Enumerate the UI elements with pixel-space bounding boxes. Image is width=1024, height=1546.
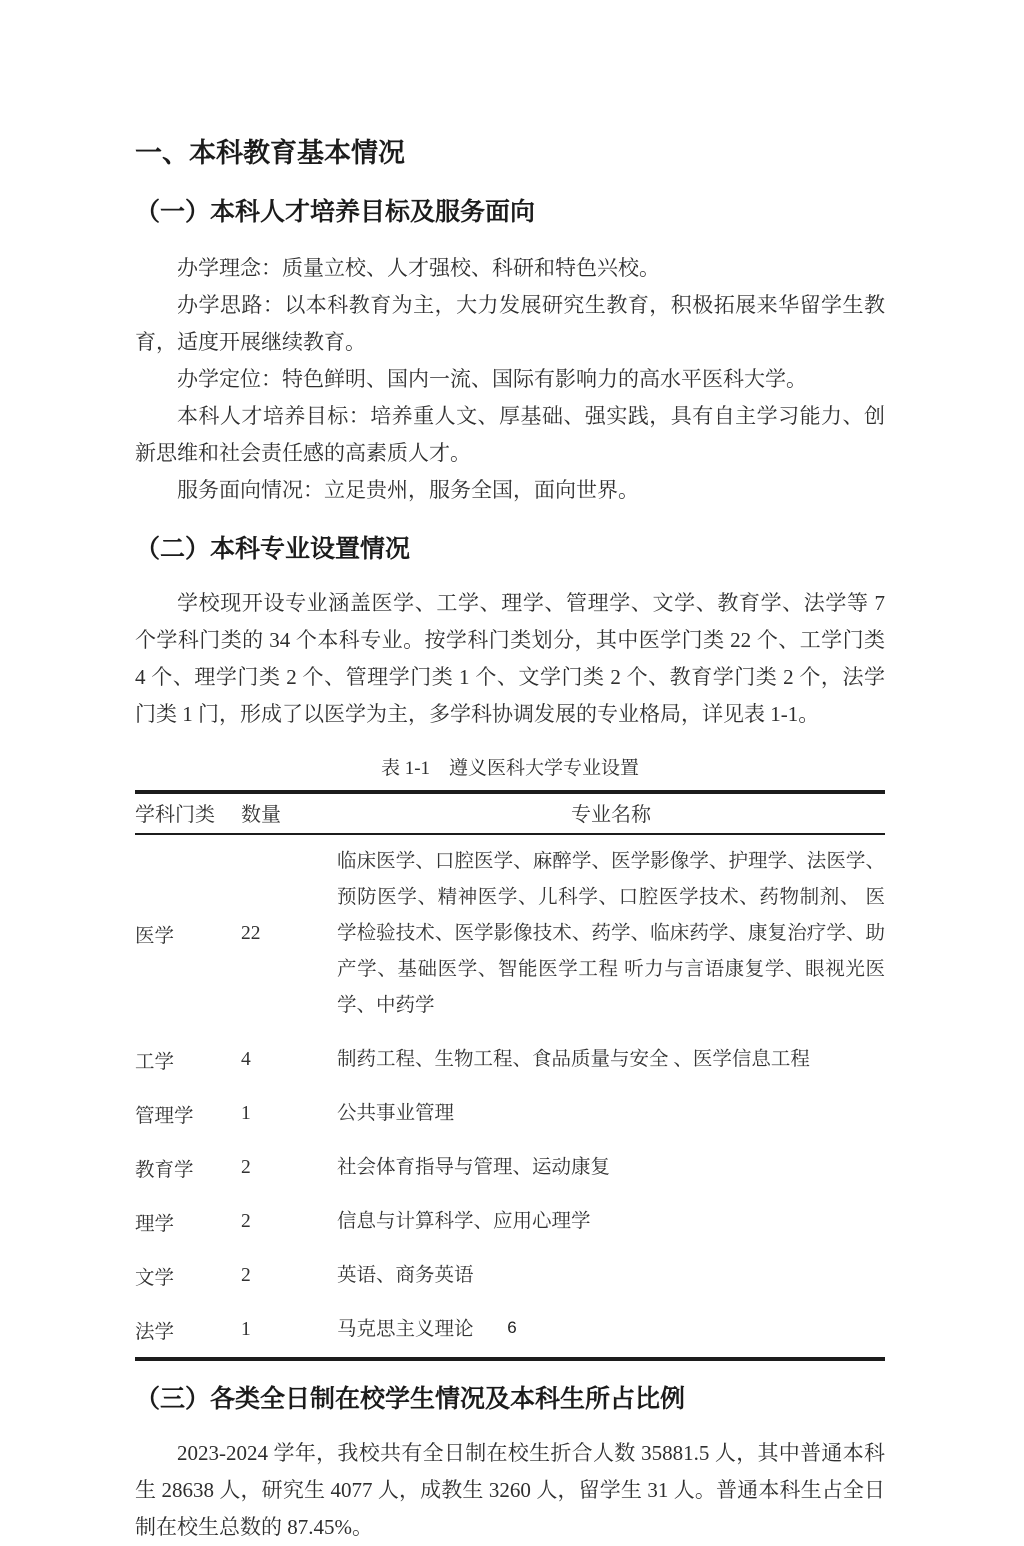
paragraph-training-goal: 本科人才培养目标：培养重人文、厚基础、强实践，具有自主学习能力、创新思维和社会责任感的高素质人才。 — [135, 404, 885, 465]
table-row — [135, 1141, 885, 1195]
header-discipline-category: 学科门类 — [135, 792, 241, 834]
major-names-cell: 英语、商务英语 — [337, 1265, 474, 1286]
majors-table — [135, 790, 885, 1361]
count-cell: 2 — [241, 1265, 251, 1286]
section3-heading: （三）各类全日制在校学生情况及本科生所占比例 — [135, 1385, 686, 1413]
major-names-cell: 社会体育指导与管理、运动康复 — [337, 1157, 611, 1178]
major-names-cell: 制药工程、生物工程、食品质量与安全 、医学信息工程 — [337, 1049, 810, 1070]
discipline-category-cell: 管理学 — [135, 1106, 194, 1127]
paragraph-approach: 办学思路：以本科教育为主，大力发展研究生教育，积极拓展来华留学生教育，适度开展继续教育。 — [135, 293, 885, 354]
paragraph-positioning: 办学定位：特色鲜明、国内一流、国际有影响力的高水平医科大学。 — [177, 367, 807, 391]
section3-paragraph: 2023-2024 学年，我校共有全日制在校生折合人数 35881.5 人，其中普通本科生 28638 人，研究生 4077 人，成教生 3260 人，留学生 31 人。普通本科生占全日制在校生总数的 87.45%。 — [135, 1441, 885, 1539]
header-count: 数量 — [241, 792, 337, 834]
table-header — [135, 792, 885, 834]
paragraph-philosophy: 办学理念：质量立校、人才强校、科研和特色兴校。 — [177, 256, 660, 280]
chapter-heading: 一、本科教育基本情况 — [135, 138, 405, 168]
discipline-category-cell: 法学 — [135, 1322, 175, 1343]
table-row — [135, 1087, 885, 1141]
discipline-category-cell: 教育学 — [135, 1160, 194, 1181]
section2-heading: （二）本科专业设置情况 — [135, 535, 411, 563]
count-cell: 1 — [241, 1319, 251, 1340]
count-cell: 2 — [241, 1211, 251, 1232]
discipline-category-cell: 工学 — [135, 1052, 175, 1073]
section1-paragraphs — [135, 250, 885, 509]
table-header-row — [135, 792, 885, 834]
section2-paragraph: 学校现开设专业涵盖医学、工学、理学、管理学、文学、教育学、法学等 7 个学科门类的 34 个本科专业。按学科门类划分，其中医学门类 22 个、工学门类 4 个、理学门类 2 个、管理学门类 1 个、文学门类 2 个、教育学门类 2 个，法学门类 1 门，形成了以医学为主，多学科协调发展的专业格局，详见表 1-1。 — [135, 591, 885, 726]
header-major-names: 专业名称 — [337, 792, 885, 834]
table-row — [135, 834, 885, 1033]
major-names-cell: 临床医学、口腔医学、麻醉学、医学影像学、护理学、法医学、预防医学、精神医学、儿科学、口腔医学技术、药物制剂、 医学检验技术、医学影像技术、药学、临床药学、康复治疗学、助产学、基础医学、智能医学工程 听力与言语康复学、眼视光医学、中药学 — [337, 851, 885, 1016]
table-row — [135, 1249, 885, 1303]
paragraph-service-orientation: 服务面向情况：立足贵州，服务全国，面向世界。 — [177, 478, 639, 502]
page-number: 6 — [507, 1318, 517, 1337]
count-cell: 2 — [241, 1157, 251, 1178]
major-names-cell: 信息与计算科学、应用心理学 — [337, 1211, 591, 1232]
section1-heading: （一）本科人才培养目标及服务面向 — [135, 198, 536, 226]
count-cell: 4 — [241, 1049, 251, 1070]
count-cell: 1 — [241, 1103, 251, 1124]
discipline-category-cell: 文学 — [135, 1268, 175, 1289]
table-caption: 表 1-1 遵义医科大学专业设置 — [380, 758, 640, 779]
major-names-cell: 公共事业管理 — [337, 1103, 455, 1124]
count-cell: 22 — [241, 923, 261, 944]
table-row — [135, 1195, 885, 1249]
discipline-category-cell: 理学 — [135, 1214, 175, 1235]
major-names-cell: 马克思主义理论 — [337, 1319, 474, 1340]
discipline-category-cell: 医学 — [135, 926, 175, 947]
table-body — [135, 834, 885, 1359]
table-row — [135, 1033, 885, 1087]
